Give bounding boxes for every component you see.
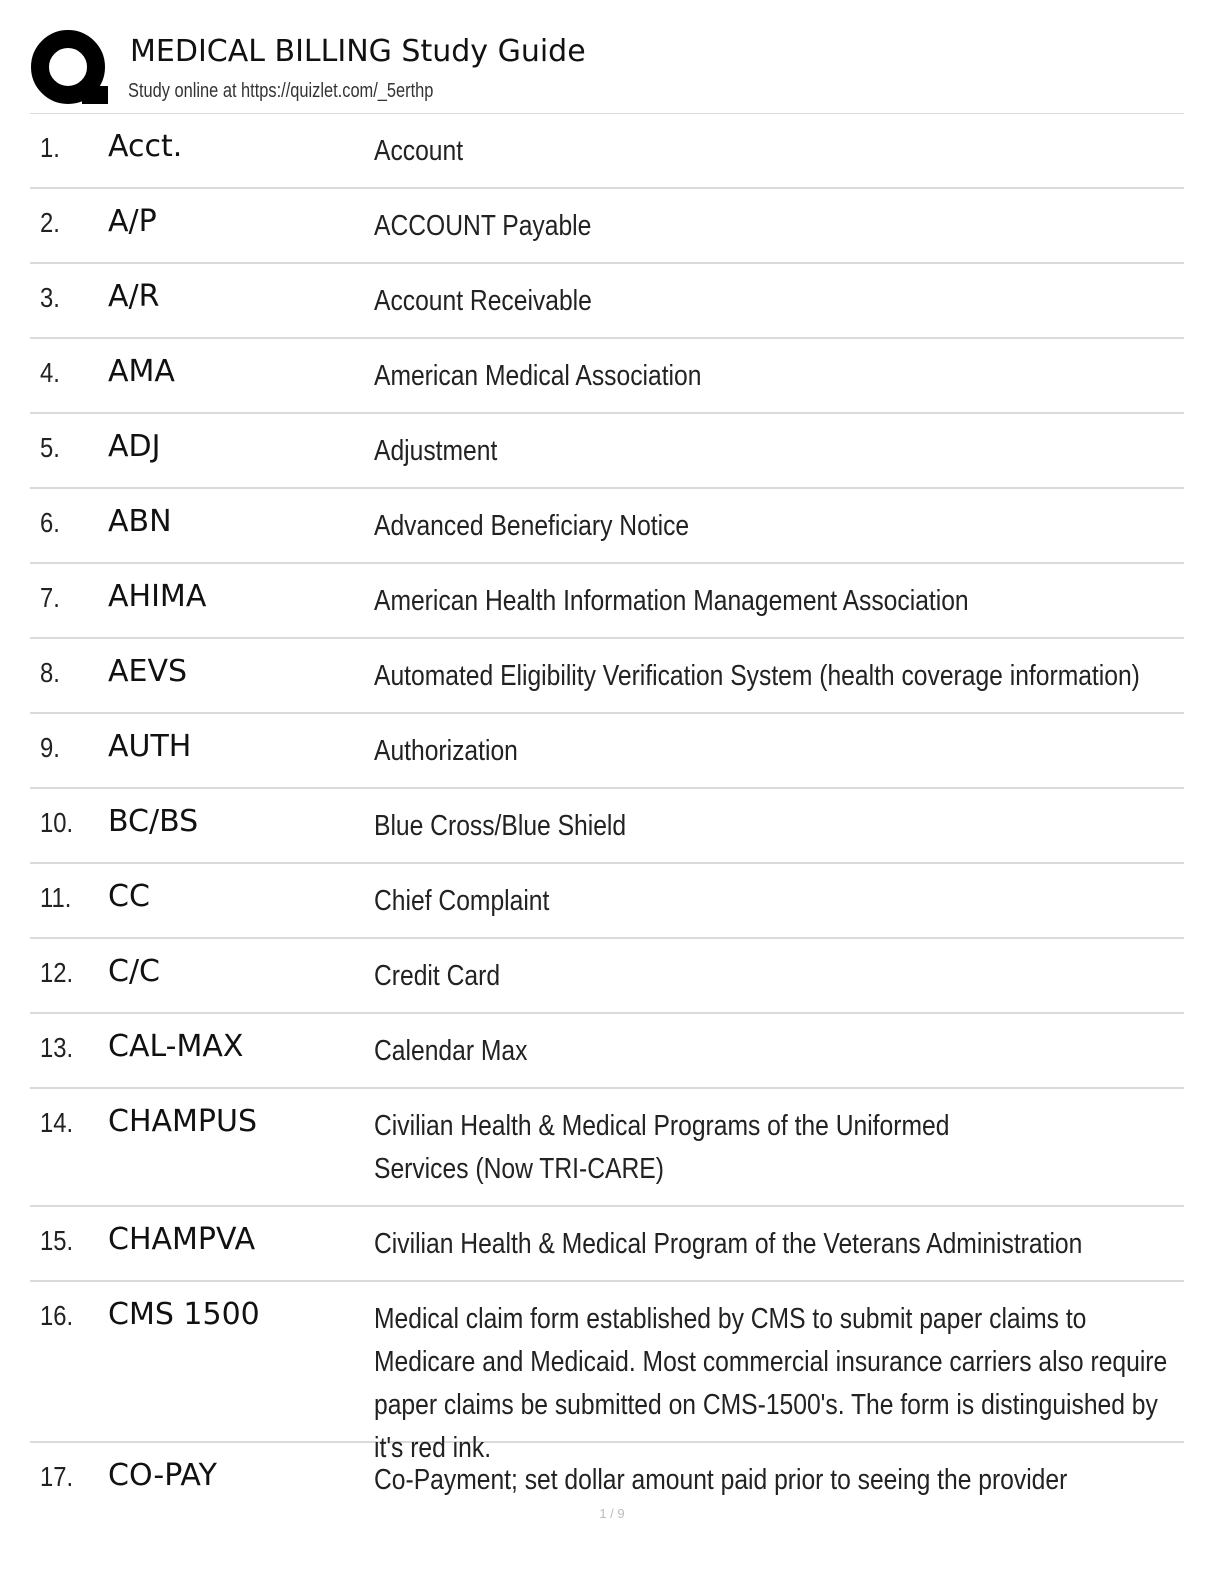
term-label: ABN [108,504,172,539]
term-row [30,639,1184,714]
term-row [30,1207,1184,1282]
term-definition: American Health Information Management Association [374,585,969,617]
term-row [30,1014,1184,1089]
term-number: 2. [40,207,60,238]
term-label: BC/BS [108,804,199,839]
term-number: 5. [40,432,60,463]
term-number: 7. [40,582,60,613]
term-row [30,789,1184,864]
term-number: 10. [40,807,74,838]
term-definition: Civilian Health & Medical Program of the Veterans Administration [374,1228,1083,1260]
page-title: MEDICAL BILLING Study Guide [130,34,586,69]
term-row [30,189,1184,264]
term-number: 8. [40,657,60,688]
quizlet-logo-icon [30,28,110,108]
term-label: Acct. [108,129,183,164]
term-label: ADJ [108,429,161,464]
term-number: 4. [40,357,60,388]
term-row [30,489,1184,564]
term-label: AHIMA [108,579,207,614]
term-label: AMA [108,354,175,389]
term-row [30,1089,1184,1207]
term-label: CO-PAY [108,1458,217,1493]
term-definition: Co-Payment; set dollar amount paid prior to seeing the provider [374,1464,1068,1496]
term-row [30,939,1184,1014]
term-definition: Credit Card [374,960,501,992]
term-definition: Authorization [374,735,518,767]
term-number: 9. [40,732,60,763]
term-label: CC [108,879,150,914]
term-number: 6. [40,507,60,538]
term-definition: Blue Cross/Blue Shield [374,810,627,842]
term-row [30,339,1184,414]
term-number: 12. [40,957,74,988]
term-definition: Account [374,135,464,167]
term-number: 15. [40,1225,74,1256]
term-definition: ACCOUNT Payable [374,210,592,242]
term-definition: Advanced Beneficiary Notice [374,510,690,542]
term-definition: American Medical Association [374,360,702,392]
term-number: 16. [40,1300,74,1331]
term-number: 3. [40,282,60,313]
term-definition: Chief Complaint [374,885,550,917]
term-row [30,1282,1184,1464]
term-label: CHAMPUS [108,1104,258,1139]
term-row [30,864,1184,939]
term-definition: Medical claim form established by CMS to submit paper claims to Medicare and Medicaid. Most commercial insurance carriers also require paper claims be submitted on CMS-1500's. The form is distinguished by it's red ink. [374,1303,1168,1464]
term-definition: Civilian Health & Medical Programs of the Uniformed Services (Now TRI-CARE) [374,1110,950,1185]
page-header [30,28,1190,112]
term-label: AEVS [108,654,188,689]
term-label: C/C [108,954,161,989]
term-row [30,714,1184,789]
term-definition: Automated Eligibility Verification System (health coverage information) [374,660,1140,692]
term-number: 13. [40,1032,74,1063]
study-online-link[interactable]: Study online at https://quizlet.com/_5erthp [128,80,434,102]
term-number: 17. [40,1461,74,1492]
term-definition: Calendar Max [374,1035,528,1067]
term-label: CHAMPVA [108,1222,256,1257]
term-label: A/R [108,279,160,314]
term-definition: Account Receivable [374,285,592,317]
term-row [30,564,1184,639]
term-definition: Adjustment [374,435,498,467]
term-number: 1. [40,132,60,163]
term-label: CAL-MAX [108,1029,244,1064]
term-number: 14. [40,1107,74,1138]
term-label: AUTH [108,729,192,764]
term-row [30,1443,1184,1511]
terms-list [30,113,1184,1511]
term-row [30,264,1184,339]
term-number: 11. [40,882,72,913]
term-label: A/P [108,204,157,239]
term-row [30,114,1184,189]
page-number: 1 / 9 [599,1506,625,1521]
term-row [30,414,1184,489]
term-label: CMS 1500 [108,1297,260,1332]
